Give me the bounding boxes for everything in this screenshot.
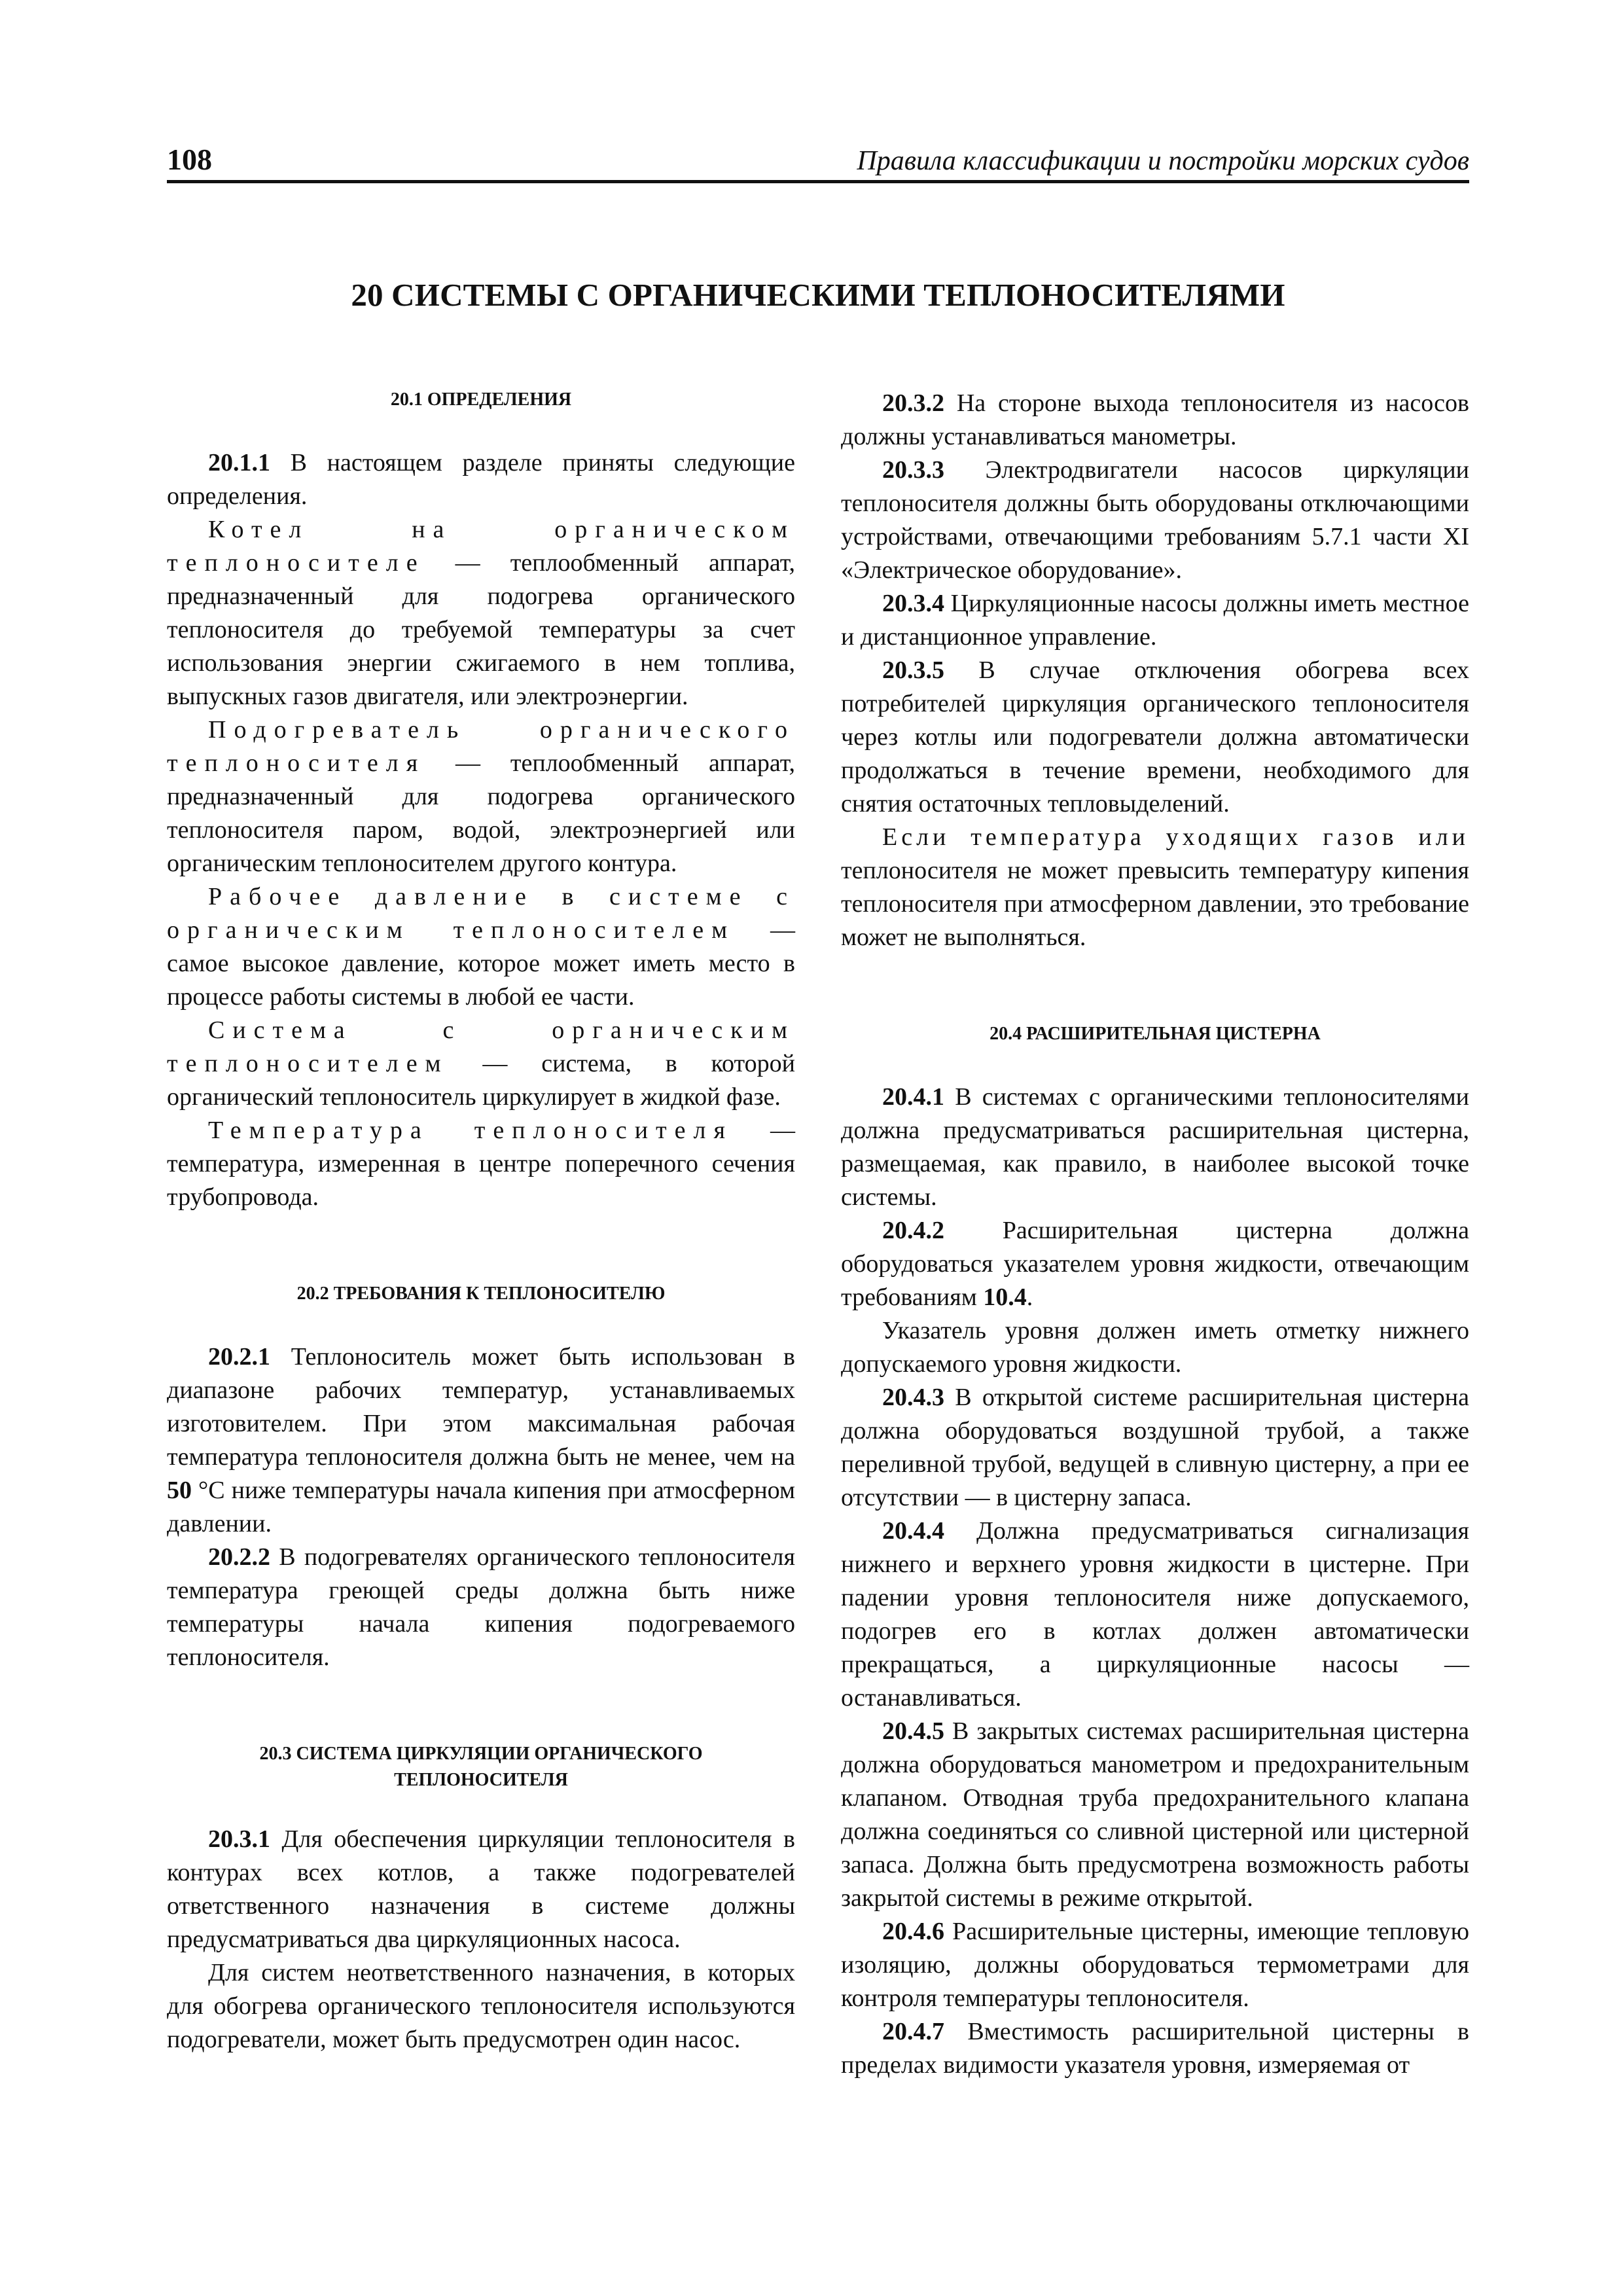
- paragraph-20-4-7: 20.4.7 Вместимость расширительной цистерны в пределах видимости указателя уровня, измеряемая от: [841, 2018, 1469, 2079]
- paragraph-20-2-2: 20.2.2 В подогревателях органического теплоносителя температура греющей среды должна быть ниже температуры начала кипения подогреваемого теплоносителя.: [167, 1543, 795, 1671]
- paragraph-20-4-4: 20.4.4 Должна предусматриваться сигнализация нижнего и верхнего уровня жидкости в цистерне. При падении уровня теплоносителя ниже допускаемого, подогрев его в котлах должен автоматически прекращаться, а циркуляционные насосы — останавливаться.: [841, 1517, 1469, 1712]
- definition-term: Рабочее давление в системе с органическим теплоносителем: [167, 883, 795, 944]
- definition-term: Котел на органическом теплоносителе: [167, 516, 795, 577]
- clause-number: 20.2.1: [208, 1343, 270, 1371]
- chapter-title: 20 СИСТЕМЫ С ОРГАНИЧЕСКИМИ ТЕПЛОНОСИТЕЛЯМИ: [351, 277, 1285, 313]
- clause-number: 20.3.1: [208, 1825, 270, 1853]
- section-20-3-title: 20.3 СИСТЕМА ЦИРКУЛЯЦИИ ОРГАНИЧЕСКОГО ТЕПЛОНОСИТЕЛЯ: [259, 1744, 703, 1790]
- document-page: [167, 141, 1469, 2202]
- paragraph-20-3-1-note: Для систем неответственного назначения, в которых для обогрева органического теплоносителя используются подогреватели, может быть предусмотрен один насос.: [167, 1959, 795, 2053]
- paragraph-20-4-3: 20.4.3 В открытой системе расширительная цистерна должна оборудоваться воздушной трубой, а также переливной трубой, ведущей в сливную цистерну, а при ее отсутствии — в цистерну запаса.: [841, 1384, 1469, 1511]
- clause-number: 20.3.4: [882, 590, 944, 617]
- clause-number: 20.4.4: [882, 1517, 944, 1545]
- paragraph-20-2-1: 20.2.1 Теплоноситель может быть использован в диапазоне рабочих температур, устанавливаемых изготовителем. При этом максимальная рабочая температура теплоносителя должна быть не менее, чем на 50 °С ниже температуры начала кипения при атмосферном давлении.: [167, 1343, 795, 1537]
- definition-boiler: Котел на органическом теплоносителе — теплообменный аппарат, предназначенный для подогрева органического теплоносителя до требуемой температуры за счет использования энергии сжигаемого в нем топлива, выпускных газов двигателя, или электроэнергии.: [167, 516, 795, 710]
- paragraph-20-4-2: 20.4.2 Расширительная цистерна должна оборудоваться указателем уровня жидкости, отвечающим требованиям 10.4.: [841, 1217, 1469, 1311]
- paragraph-20-3-5-note: Если температура уходящих газов или теплоносителя не может превысить температуру кипения теплоносителя при атмосферном давлении, это требование может не выполняться.: [841, 823, 1469, 951]
- clause-number: 20.4.1: [882, 1083, 944, 1111]
- definition-working-pressure: Рабочее давление в системе с органическим теплоносителем — самое высокое давление, которое может иметь место в процессе работы системы в любой ее части.: [167, 883, 795, 1011]
- clause-number: 20.4.6: [882, 1918, 944, 1945]
- text-columns: [167, 387, 1469, 2082]
- paragraph-20-3-5: 20.3.5 В случае отключения обогрева всех потребителей циркуляция органического теплоносителя через котлы или подогреватели должна автоматически продолжаться в течение времени, необходимого для снятия остаточных тепловыделений.: [841, 656, 1469, 817]
- paragraph-20-4-2-note: Указатель уровня должен иметь отметку нижнего допускаемого уровня жидкости.: [841, 1317, 1469, 1378]
- clause-number: 20.4.2: [882, 1217, 944, 1244]
- clause-number: 20.3.3: [882, 456, 944, 484]
- clause-number: 20.3.2: [882, 389, 944, 417]
- paragraph-20-3-3: 20.3.3 Электродвигатели насосов циркуляции теплоносителя должны быть оборудованы отключающими устройствами, отвечающими требованиям 5.7.1 части XI «Электрическое оборудование».: [841, 456, 1469, 584]
- paragraph-20-3-1: 20.3.1 Для обеспечения циркуляции теплоносителя в контурах всех котлов, а также подогревателей ответственного назначения в системе должны предусматриваться два циркуляционных насоса.: [167, 1825, 795, 1953]
- section-20-4-title: 20.4 РАСШИРИТЕЛЬНАЯ ЦИСТЕРНА: [990, 1024, 1321, 1044]
- section-20-1-title: 20.1 ОПРЕДЕЛЕНИЯ: [390, 389, 572, 410]
- clause-number: 20.3.5: [882, 656, 944, 684]
- definition-system: Система с органическим теплоносителем — система, в которой органический теплоноситель циркулирует в жидкой фазе.: [167, 1016, 795, 1111]
- left-column: [167, 387, 795, 2082]
- paragraph-20-3-4: 20.3.4 Циркуляционные насосы должны иметь местное и дистанционное управление.: [841, 590, 1469, 651]
- paragraph-20-1-1: 20.1.1 В настоящем разделе приняты следующие определения.: [167, 449, 795, 510]
- clause-number: 20.4.7: [882, 2018, 944, 2045]
- section-20-2-title: 20.2 ТРЕБОВАНИЯ К ТЕПЛОНОСИТЕЛЮ: [296, 1283, 666, 1304]
- definition-term: Температура теплоносителя: [208, 1117, 733, 1144]
- clause-number: 20.4.5: [882, 1717, 944, 1745]
- right-column: [841, 387, 1469, 2082]
- clause-number: 20.1.1: [208, 449, 270, 476]
- definition-temperature: Температура теплоносителя — температура, измеренная в центре поперечного сечения трубопровода.: [167, 1117, 795, 1211]
- definition-heater: Подогреватель органического теплоносителя — теплообменный аппарат, предназначенный для подогрева органического теплоносителя паром, водой, электроэнергией или органическим теплоносителем другого контура.: [167, 716, 795, 877]
- clause-number: 20.4.3: [882, 1384, 944, 1411]
- definition-term: Система с органическим теплоносителем: [167, 1016, 795, 1077]
- running-header: [167, 141, 1469, 183]
- definition-term: Подогреватель органического теплоносителя: [167, 716, 795, 777]
- paragraph-20-4-1: 20.4.1 В системах с органическими теплоносителями должна предусматриваться расширительная цистерна, размещаемая, как правило, в наиболее высокой точке системы.: [841, 1083, 1469, 1211]
- clause-number: 20.2.2: [208, 1543, 270, 1571]
- paragraph-20-4-5: 20.4.5 В закрытых системах расширительная цистерна должна оборудоваться манометром и предохранительным клапаном. Отводная труба предохранительного клапана должна соединяться со сливной цистерной или цистерной запаса. Должна быть предусмотрена возможность работы закрытой системы в режиме открытой.: [841, 1717, 1469, 1912]
- paragraph-20-3-2: 20.3.2 На стороне выхода теплоносителя из насосов должны устанавливаться манометры.: [841, 389, 1469, 450]
- page-number: 108: [167, 143, 212, 176]
- running-header-title: Правила классификации и постройки морских судов: [857, 146, 1469, 176]
- paragraph-20-4-6: 20.4.6 Расширительные цистерны, имеющие тепловую изоляцию, должны оборудоваться термометрами для контроля температуры теплоносителя.: [841, 1918, 1469, 2012]
